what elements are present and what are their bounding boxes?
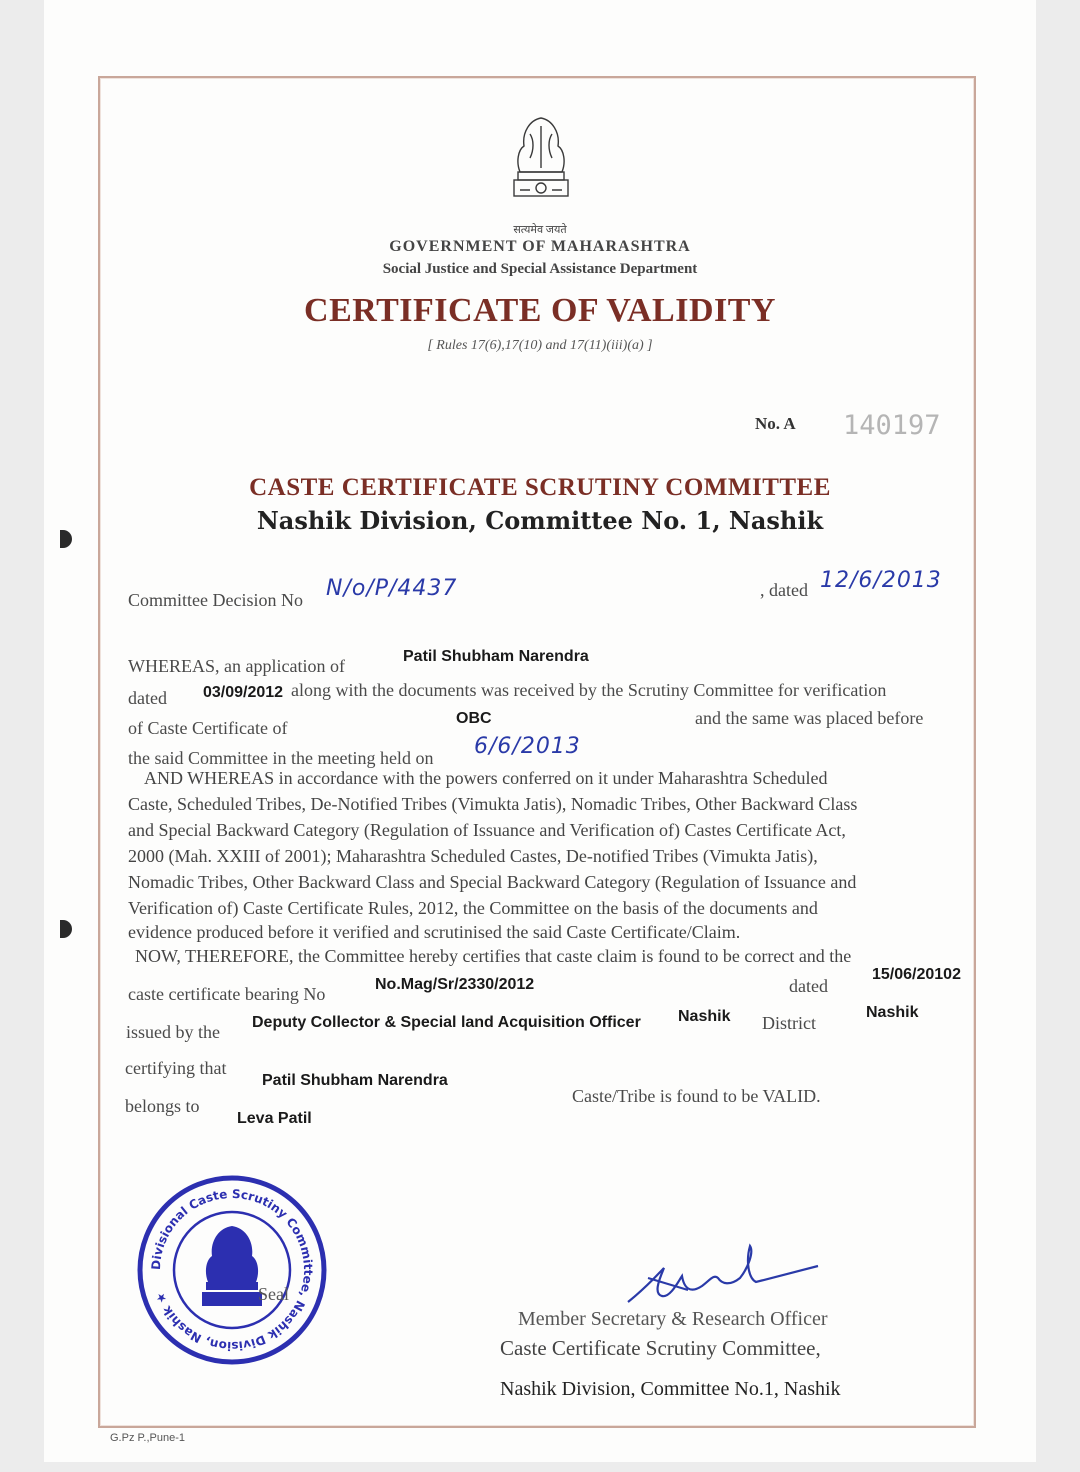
and-whereas-line: Caste, Scheduled Tribes, De-Notified Tribes (Vimukta Jatis), Nomadic Tribes, Other Backward Class bbox=[128, 794, 858, 814]
certificate-bearing-label: caste certificate bearing No bbox=[128, 984, 326, 1004]
national-emblem-icon bbox=[500, 110, 582, 220]
seal-label: Seal bbox=[258, 1284, 289, 1304]
district-name: Nashik bbox=[866, 1004, 919, 1021]
issuing-officer: Deputy Collector & Special land Acquisition Officer bbox=[252, 1014, 641, 1031]
certificate-title: CERTIFICATE OF VALIDITY bbox=[304, 292, 776, 329]
signatory-committee: Caste Certificate Scrutiny Committee, bbox=[500, 1336, 821, 1360]
department-heading: Social Justice and Special Assistance Department bbox=[382, 261, 698, 277]
government-heading: GOVERNMENT OF MAHARASHTRA bbox=[389, 238, 691, 255]
and-whereas-line: evidence produced before it verified and scrutinised the said Caste Certificate/Claim. bbox=[128, 922, 741, 942]
issued-by-label: issued by the bbox=[126, 1022, 220, 1042]
caste-category: OBC bbox=[456, 710, 492, 727]
and-whereas-line: and Special Backward Category (Regulation of Issuance and Verification of) Castes Certificate Act, bbox=[128, 820, 846, 840]
decision-label: Committee Decision No bbox=[128, 590, 303, 610]
rules-reference: [ Rules 17(6),17(10) and 17(11)(iii)(a) ] bbox=[427, 338, 653, 353]
valid-statement: Caste/Tribe is found to be VALID. bbox=[572, 1086, 821, 1106]
belongs-to-label: belongs to bbox=[125, 1096, 200, 1116]
signature-icon bbox=[618, 1238, 824, 1316]
documents-received-text: along with the documents was received by the Scrutiny Committee for verification bbox=[291, 680, 887, 700]
meeting-date: 6/6/2013 bbox=[474, 734, 581, 759]
caste-name: Leva Patil bbox=[237, 1110, 312, 1127]
and-whereas-line: Nomadic Tribes, Other Backward Class and Special Backward Category (Regulation of Issuance and bbox=[128, 872, 857, 892]
emblem-motto: सत्यमेव जयते bbox=[513, 224, 567, 236]
applicant-name: Patil Shubham Narendra bbox=[403, 648, 589, 665]
signatory-division: Nashik Division, Committee No.1, Nashik bbox=[500, 1378, 841, 1400]
whereas-text: WHEREAS, an application of bbox=[128, 656, 345, 676]
decision-date: 12/6/2013 bbox=[820, 568, 942, 593]
serial-number: 140197 bbox=[843, 410, 941, 441]
committee-name: CASTE CERTIFICATE SCRUTINY COMMITTEE bbox=[249, 474, 831, 501]
meeting-text: the said Committee in the meeting held on bbox=[128, 748, 434, 768]
certificate-date: 15/06/20102 bbox=[872, 966, 961, 983]
decision-dated-label: , dated bbox=[760, 580, 808, 600]
and-whereas-line: Verification of) Caste Certificate Rules, 2012, the Committee on the basis of the documents and bbox=[128, 898, 818, 918]
now-therefore-text: NOW, THEREFORE, the Committee hereby certifies that caste claim is found to be correct and the bbox=[135, 946, 852, 966]
certificate-number: No.Mag/Sr/2330/2012 bbox=[375, 976, 535, 993]
and-whereas-line: AND WHEREAS in accordance with the powers conferred on it under Maharashtra Scheduled bbox=[144, 768, 828, 788]
printer-imprint: G.Pz P.,Pune-1 bbox=[110, 1432, 186, 1444]
committee-division: Nashik Division, Committee No. 1, Nashik bbox=[256, 506, 824, 535]
caste-certificate-of-label: of Caste Certificate of bbox=[128, 718, 288, 738]
certificate-dated-label: dated bbox=[789, 976, 828, 996]
application-dated-label: dated bbox=[128, 688, 167, 708]
serial-label: No. A bbox=[755, 414, 796, 433]
district-label: District bbox=[762, 1013, 816, 1033]
issuing-place: Nashik bbox=[678, 1008, 731, 1025]
placed-before-text: and the same was placed before bbox=[695, 708, 924, 728]
and-whereas-line: 2000 (Mah. XXIII of 2001); Maharashtra Scheduled Castes, De-notified Tribes (Vimukta Jatis), bbox=[128, 846, 818, 866]
certified-name: Patil Shubham Narendra bbox=[262, 1072, 448, 1089]
svg-text:Divisional Caste Scrutiny Comm: Divisional Caste Scrutiny Committee, Nashik Division, Nashik ★ bbox=[148, 1186, 316, 1354]
signatory-title: Member Secretary & Research Officer bbox=[518, 1308, 828, 1330]
committee-seal-icon bbox=[134, 1172, 330, 1368]
application-date: 03/09/2012 bbox=[203, 684, 284, 701]
certifying-that-label: certifying that bbox=[125, 1058, 227, 1078]
decision-number: N/o/P/4437 bbox=[326, 576, 458, 601]
